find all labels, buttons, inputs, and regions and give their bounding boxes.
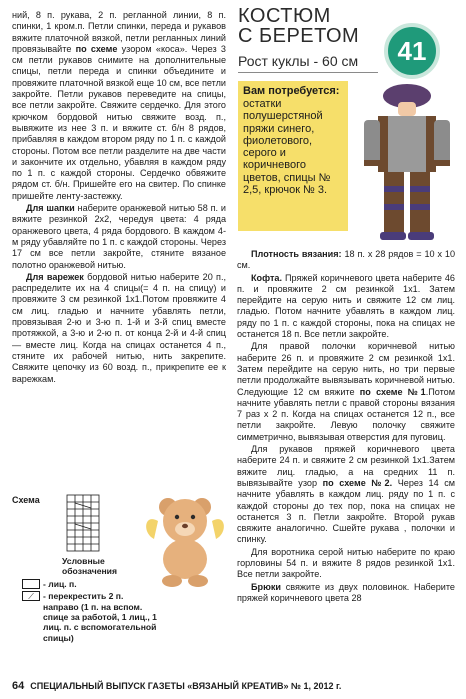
footer-text: СПЕЦИАЛЬНЫЙ ВЫПУСК ГАЗЕТЫ «ВЯЗАНЫЙ КРЕАТИВ» № 1, 2012 г. — [30, 681, 342, 691]
legend-item-cross — [22, 591, 158, 643]
legend-knit-text: - лиц. п. — [43, 578, 77, 589]
sleeves-paragraph: Для рукавов пряжей коричневого цвета наберите 24 п. и свяжите 2 см резинкой 1х1.Затем вяжите лиц. гладью, а на средних 11 п. вывязывайте узор по схеме №2. Через 14 см начните убавлять в каждом лиц. ряду по 1 п. с каждой стороны до тех пор, пока на спицах не останется 3 п. Петли закройте. Второй рукав свяжите аналогично. Сшейте рукава , полочки и спинку. — [237, 444, 456, 545]
legend-item-knit — [22, 579, 158, 589]
schema-title: Схема — [12, 495, 40, 505]
left-paragraph-1: ний, 8 п. рукава, 2 п. регланной линии, 8 п. спинки, 1 кром.п. Петли спинки, переда и рукавов вяжите платочной вязкой, петли регланных линий провязывайте по схеме узором «коса». Через 3 см петли рукавов снимите на дополнительные спицы, петли переда и спинки объедините и провяжите платочной вязкой еще 10 см, все петли закройте. Петли рукавов переведите на спицы, все петли закройте. Свяжите сердечко. Для этого крючком бордовой нитью свяжите возд. п., вывяжите из нее 3 п. и вяжите ст. б/н 8 рядов, прибавляя в каждом втором ряду по 1 п. с каждой стороны. Потом все петли разделите на две части и закончите их отдельно, убавляя в каждом ряду по 1 п. с каждой стороны. Сердечко обвяжите рядом ст. б/н. Пришейте его на свитер. По спинке пришейте ленту-застежку. — [12, 10, 226, 201]
knitting-chart — [66, 494, 100, 552]
mittens-paragraph: Для варежек бордовой нитью наберите 20 п., распределите их на 4 спицы(= 4 п. на спицу) и провяжите 3 см резинкой 1х1.Потом провяжите 4 см лиц. гладью и начните убавлять петли, провязывая 2-ю и 3-ю п. 1-й и 3-й спиц вместе протяжкой, а 3-ю и 2-ю п. от конца 2-й и 4-й спиц — вместе лиц. Когда на спицах останется 4 п., стяните их рабочей нитью, нить закрепите. Свяжите цепочку из 60 возд. п., прикрепите ее к варежкам. — [12, 271, 227, 384]
trousers-paragraph: Брюки свяжите из двух половинок. Наберите пряжей коричневого цвета 28 — [237, 581, 455, 603]
materials-list: остатки полушерстяной пряжи синего, фиолетового, серого и коричневого цветов, спицы № 2,5, крючок № 3. — [243, 98, 331, 197]
model-number: 41 — [397, 35, 427, 66]
materials-box — [238, 81, 348, 231]
collar-paragraph: Для воротника серой нитью наберите по краю горловины 54 п. и вяжите 8 рядов резинкой 1х1. Все петли закройте. — [237, 546, 455, 580]
page-footer — [12, 680, 341, 692]
gauge-paragraph: Плотность вязания: 18 п. x 28 рядов = 10 x 10 см. — [237, 249, 456, 271]
title-line-1: КОСТЮМ — [238, 5, 331, 27]
cable-cross-symbol: ⟋ — [22, 591, 40, 601]
sweater-paragraph: Кофта. Пряжей коричневого цвета наберите 46 п. и провяжите 2 см резинкой 1х1. Затем перейдите на серую нить и свяжите 12 см лиц. гладью. Потом начните убавлять в каждом лиц. ряду по 1 п. с каждой стороны, пока на спицах не останется 18 п. Все петли закройте. — [237, 272, 455, 340]
left-column — [12, 10, 226, 385]
legend — [22, 556, 158, 643]
model-number-badge — [384, 23, 440, 79]
legend-title: Условные обозначения — [62, 556, 117, 577]
doll-height: Рост куклы - 60 см — [238, 53, 359, 69]
knit-stitch-symbol — [22, 579, 40, 589]
title-rule — [238, 72, 378, 73]
materials-heading: Вам потребуется: — [243, 85, 340, 97]
title-line-2: С БЕРЕТОМ — [238, 25, 360, 47]
page-number: 64 — [12, 680, 25, 692]
hat-paragraph: Для шапки наберите оранжевой нитью 58 п. и вяжите резинкой 2х2, чередуя цвета: 4 ряда оранжевого цвета, 4 ряда бордового. В каждом 4-м ряду убавляйте по 1 п. с каждой стороны. Через 17 см все петли закройте, стяните вязаное полотно оранжевой нитью. — [12, 203, 226, 270]
right-column — [237, 249, 455, 604]
front-paragraph: Для правой полочки коричневой нитью наберите 26 п. и провяжите 2 см резинкой 1х1. Затем перейдите на серую нить, но три первые петли продолжайте вывязывать коричневой нитью. Следующие 12 см вяжите по схеме №1.Потом начните убавлять петли с правой стороны вязания 7 раз x 2 п. Когда на спицах останется 12 п., все петли закройте. Левую полочку свяжите симметрично, вывязывая отверстия для пуговиц. — [237, 341, 455, 442]
doll-photo — [350, 82, 460, 244]
legend-cross-text: - перекрестить 2 п. направо (1 п. на вспом. спице за работой, 1 лиц., 1 лиц. п. с вспомогательной спицы) — [43, 591, 157, 643]
